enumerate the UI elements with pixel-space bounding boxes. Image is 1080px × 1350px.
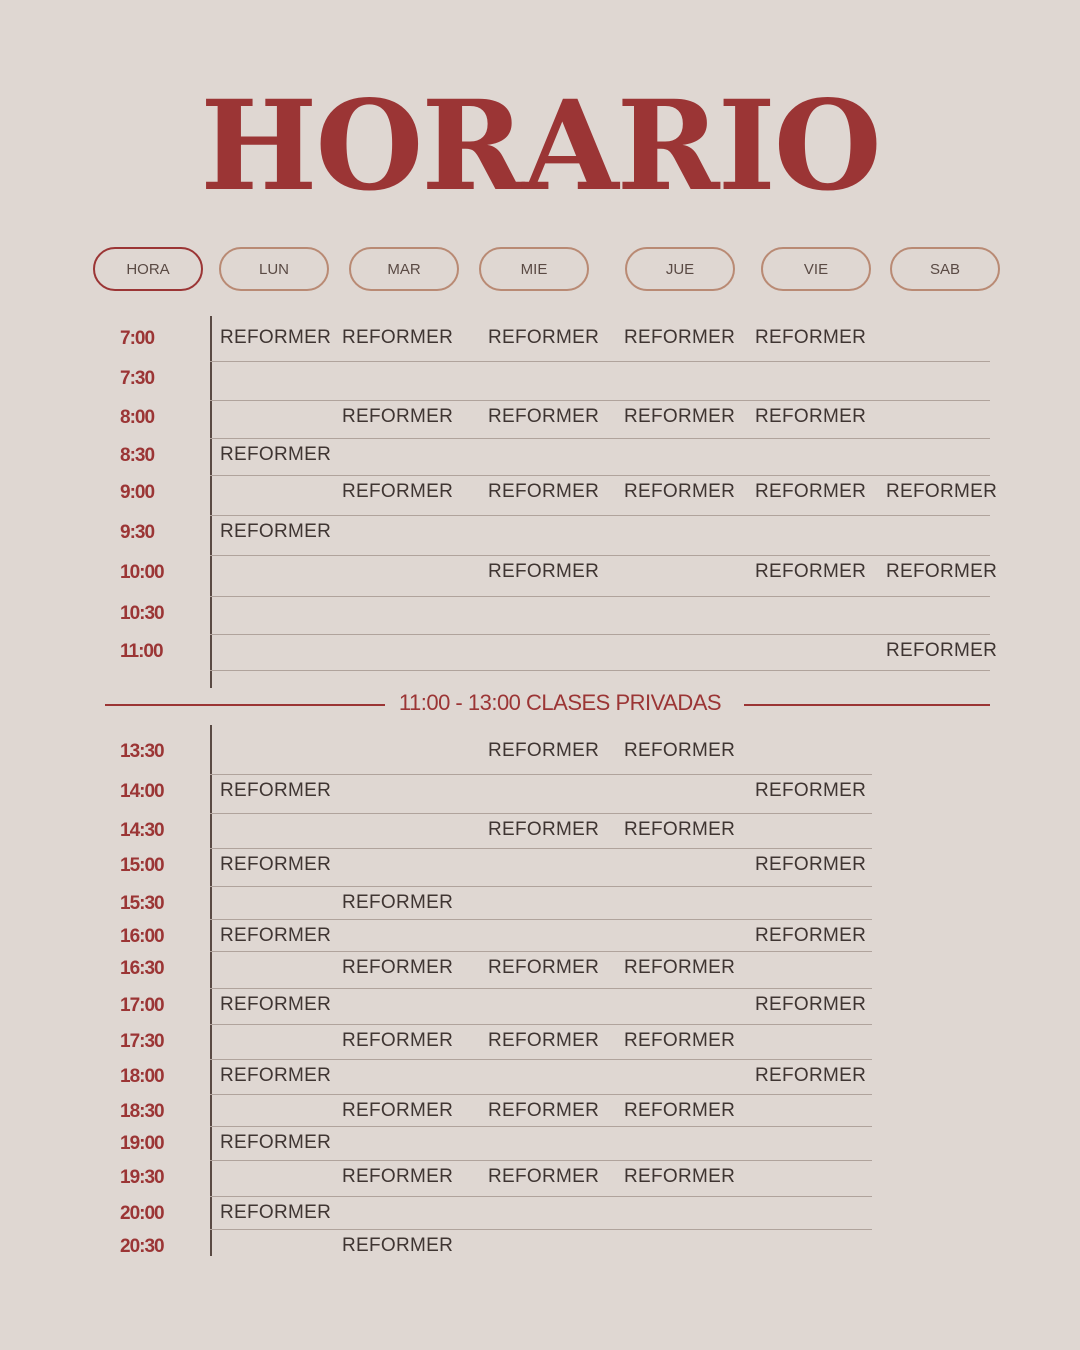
class-cell-vie[interactable]: REFORMER [755, 481, 867, 502]
day-pill-hora: HORA [93, 247, 203, 291]
class-cell-sab[interactable]: REFORMER [886, 481, 998, 502]
row-divider [210, 670, 990, 671]
day-pill-mie: MIE [479, 247, 589, 291]
class-cell-mie[interactable]: REFORMER [488, 740, 600, 761]
class-cell-jue[interactable]: REFORMER [624, 481, 736, 502]
class-cell-lun[interactable]: REFORMER [220, 327, 332, 348]
time-label: 17:00 [120, 995, 164, 1016]
class-cell-jue[interactable]: REFORMER [624, 1100, 736, 1121]
time-label: 15:30 [120, 893, 164, 914]
time-label: 8:00 [120, 407, 155, 428]
class-cell-lun[interactable]: REFORMER [220, 1065, 332, 1086]
class-cell-mie[interactable]: REFORMER [488, 327, 600, 348]
day-pill-mar: MAR [349, 247, 459, 291]
class-cell-jue[interactable]: REFORMER [624, 819, 736, 840]
row-divider [210, 596, 990, 597]
page-title: HORARIO [200, 74, 880, 219]
row-divider [210, 919, 872, 920]
time-label: 20:00 [120, 1203, 164, 1224]
time-label: 18:00 [120, 1066, 164, 1087]
time-label: 18:30 [120, 1101, 164, 1122]
class-cell-jue[interactable]: REFORMER [624, 1166, 736, 1187]
class-cell-sab[interactable]: REFORMER [886, 640, 998, 661]
private-divider-right [744, 704, 990, 706]
class-cell-mar[interactable]: REFORMER [342, 1030, 454, 1051]
time-label: 7:30 [120, 368, 155, 389]
time-label: 20:30 [120, 1236, 164, 1257]
time-label: 11:00 [120, 641, 163, 662]
private-classes-label: 11:00 - 13:00 CLASES PRIVADAS [398, 690, 722, 715]
class-cell-vie[interactable]: REFORMER [755, 1065, 867, 1086]
class-cell-jue[interactable]: REFORMER [624, 406, 736, 427]
afternoon-time-divider [210, 725, 212, 1256]
time-label: 17:30 [120, 1031, 164, 1052]
class-cell-mie[interactable]: REFORMER [488, 561, 600, 582]
row-divider [210, 774, 872, 775]
row-divider [210, 475, 990, 476]
row-divider [210, 361, 990, 362]
class-cell-mar[interactable]: REFORMER [342, 327, 454, 348]
time-label: 7:00 [120, 328, 155, 349]
class-cell-lun[interactable]: REFORMER [220, 994, 332, 1015]
class-cell-lun[interactable]: REFORMER [220, 854, 332, 875]
class-cell-jue[interactable]: REFORMER [624, 957, 736, 978]
private-divider-left [105, 704, 385, 706]
day-pill-vie: VIE [761, 247, 871, 291]
time-label: 10:30 [120, 603, 164, 624]
time-label: 13:30 [120, 741, 164, 762]
row-divider [210, 438, 990, 439]
class-cell-mar[interactable]: REFORMER [342, 957, 454, 978]
class-cell-lun[interactable]: REFORMER [220, 1202, 332, 1223]
row-divider [210, 951, 872, 952]
row-divider [210, 988, 872, 989]
row-divider [210, 848, 872, 849]
class-cell-mar[interactable]: REFORMER [342, 1166, 454, 1187]
time-label: 14:30 [120, 820, 164, 841]
class-cell-mie[interactable]: REFORMER [488, 1030, 600, 1051]
class-cell-lun[interactable]: REFORMER [220, 780, 332, 801]
day-pill-sab: SAB [890, 247, 1000, 291]
time-label: 15:00 [120, 855, 164, 876]
row-divider [210, 515, 990, 516]
row-divider [210, 1024, 872, 1025]
class-cell-mie[interactable]: REFORMER [488, 1166, 600, 1187]
class-cell-mar[interactable]: REFORMER [342, 892, 454, 913]
class-cell-vie[interactable]: REFORMER [755, 561, 867, 582]
row-divider [210, 1126, 872, 1127]
row-divider [210, 1196, 872, 1197]
class-cell-jue[interactable]: REFORMER [624, 1030, 736, 1051]
class-cell-mie[interactable]: REFORMER [488, 957, 600, 978]
class-cell-jue[interactable]: REFORMER [624, 740, 736, 761]
time-label: 19:00 [120, 1133, 164, 1154]
time-label: 16:00 [120, 926, 164, 947]
class-cell-jue[interactable]: REFORMER [624, 327, 736, 348]
row-divider [210, 634, 990, 635]
day-pill-lun: LUN [219, 247, 329, 291]
class-cell-lun[interactable]: REFORMER [220, 925, 332, 946]
class-cell-vie[interactable]: REFORMER [755, 327, 867, 348]
class-cell-mar[interactable]: REFORMER [342, 1100, 454, 1121]
time-label: 16:30 [120, 958, 164, 979]
class-cell-mar[interactable]: REFORMER [342, 406, 454, 427]
row-divider [210, 813, 872, 814]
class-cell-mar[interactable]: REFORMER [342, 481, 454, 502]
class-cell-lun[interactable]: REFORMER [220, 521, 332, 542]
time-label: 10:00 [120, 562, 164, 583]
class-cell-vie[interactable]: REFORMER [755, 780, 867, 801]
class-cell-mar[interactable]: REFORMER [342, 1235, 454, 1256]
class-cell-vie[interactable]: REFORMER [755, 406, 867, 427]
time-label: 19:30 [120, 1167, 164, 1188]
class-cell-mie[interactable]: REFORMER [488, 481, 600, 502]
class-cell-sab[interactable]: REFORMER [886, 561, 998, 582]
time-label: 9:30 [120, 522, 155, 543]
class-cell-vie[interactable]: REFORMER [755, 925, 867, 946]
class-cell-lun[interactable]: REFORMER [220, 1132, 332, 1153]
time-label: 8:30 [120, 445, 155, 466]
time-label: 14:00 [120, 781, 164, 802]
class-cell-vie[interactable]: REFORMER [755, 854, 867, 875]
row-divider [210, 1160, 872, 1161]
row-divider [210, 400, 990, 401]
day-pill-jue: JUE [625, 247, 735, 291]
row-divider [210, 1229, 872, 1230]
class-cell-mie[interactable]: REFORMER [488, 406, 600, 427]
class-cell-mie[interactable]: REFORMER [488, 1100, 600, 1121]
row-divider [210, 555, 990, 556]
class-cell-lun[interactable]: REFORMER [220, 444, 332, 465]
morning-time-divider [210, 316, 212, 688]
row-divider [210, 1094, 872, 1095]
row-divider [210, 1059, 872, 1060]
row-divider [210, 886, 872, 887]
time-label: 9:00 [120, 482, 155, 503]
class-cell-mie[interactable]: REFORMER [488, 819, 600, 840]
class-cell-vie[interactable]: REFORMER [755, 994, 867, 1015]
